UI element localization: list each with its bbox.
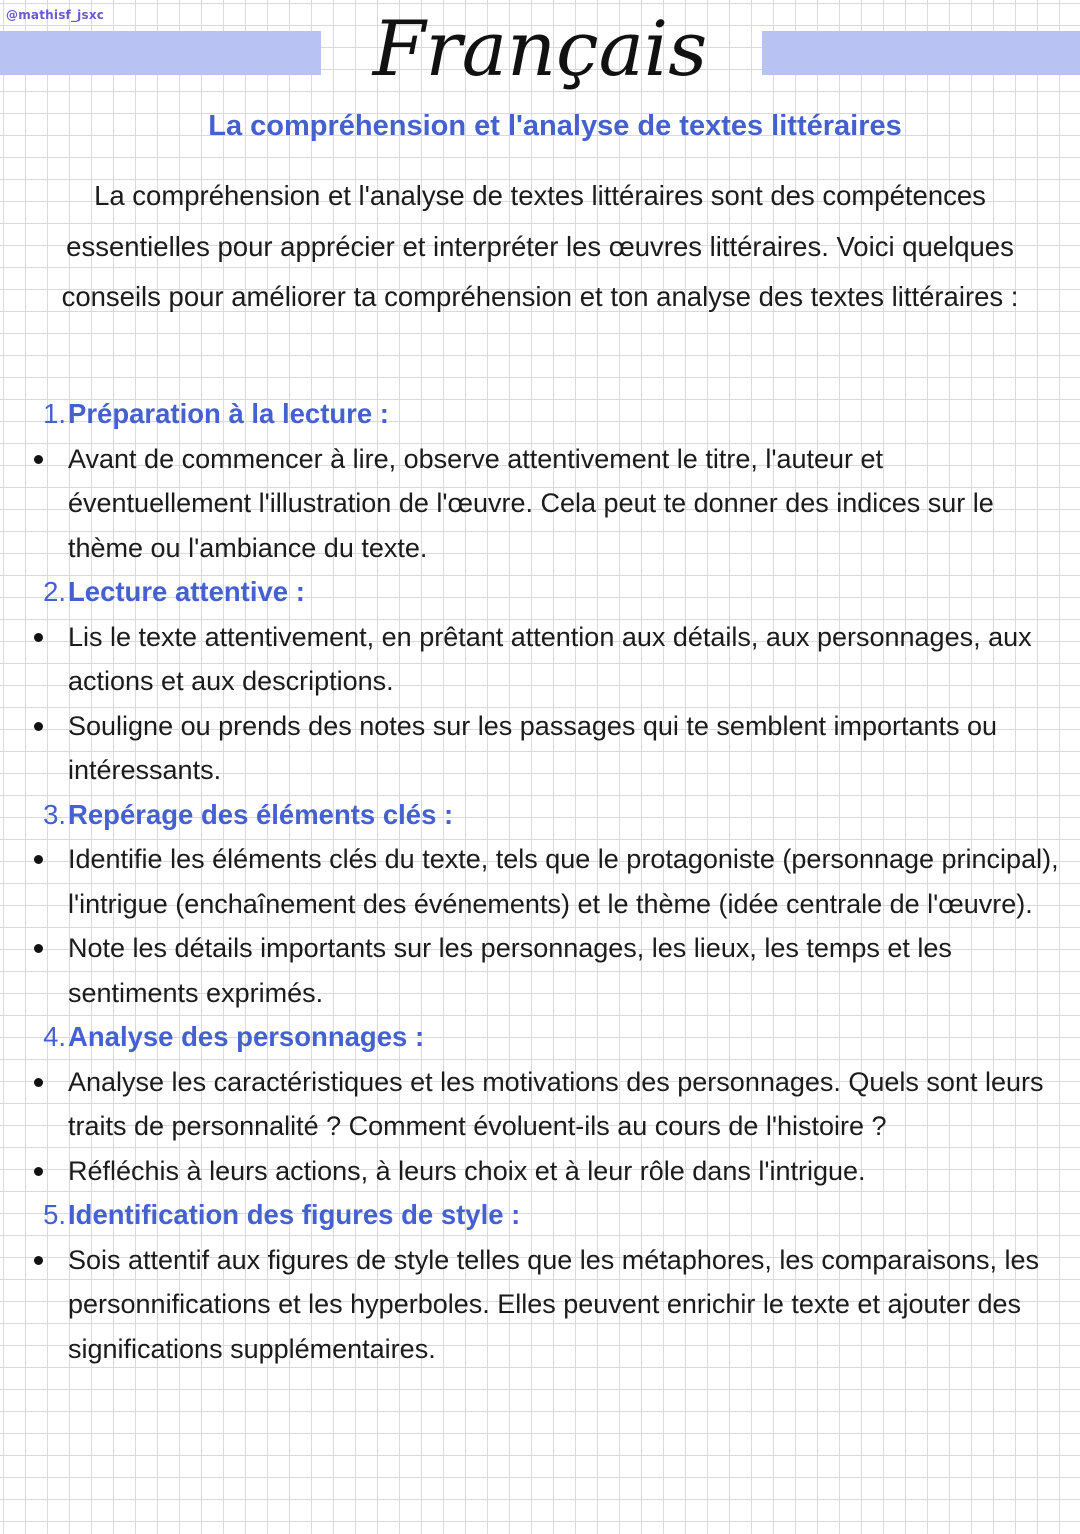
bullet-dot-icon [34, 722, 43, 731]
section-number: 3. [43, 798, 66, 830]
section-number: 1. [43, 398, 66, 429]
bullet-dot-icon [34, 1256, 43, 1265]
list-item [0, 1238, 1080, 1372]
section-title: Préparation à la lecture : [68, 398, 389, 429]
bullet-text: Identifie les éléments clés du texte, tels que le protagoniste (personnage principal), l'intrigue (enchaînement des événements) et le thème (idée centrale de l'œuvre). [68, 844, 1059, 919]
bullet-dot-icon [34, 1167, 43, 1176]
watermark-handle: @mathisf_jsxc [6, 8, 105, 22]
bullet-text: Lis le texte attentivement, en prêtant attention aux détails, aux personnages, aux actions et aux descriptions. [68, 621, 1032, 696]
section-number: 5. [43, 1199, 66, 1230]
section-title: Repérage des éléments clés : [68, 798, 454, 830]
section-number: 4. [43, 1021, 66, 1052]
bullet-dot-icon [34, 1078, 43, 1087]
bullet-text: Sois attentif aux figures de style telles que les métaphores, les comparaisons, les personnifications et les hyperboles. Elles peuvent enrichir le texte et ajouter des significations supplémentaires. [68, 1244, 1039, 1364]
list-item [0, 704, 1080, 793]
section-title: Identification des figures de style : [68, 1199, 521, 1230]
bullet-dot-icon [34, 944, 43, 953]
list-item [0, 926, 1080, 1015]
bullet-text: Analyse les caractéristiques et les motivations des personnages. Quels sont leurs traits de personnalité ? Comment évoluent-ils au cours de l'histoire ? [68, 1066, 1044, 1141]
bullet-text: Souligne ou prends des notes sur les passages qui te semblent importants ou intéressants. [68, 710, 998, 785]
intro-paragraph: La compréhension et l'analyse de textes littéraires sont des compétences essentielles pour apprécier et interpréter les œuvres littéraires. Voici quelques conseils pour améliorer ta compréhension et ton analyse des textes littéraires : [61, 180, 1019, 312]
page-title: Français [372, 4, 708, 93]
page-subtitle: La compréhension et l'analyse de textes littéraires [208, 110, 902, 142]
section-heading-4 [0, 1015, 1080, 1060]
section-heading-3 [0, 793, 1080, 838]
section-heading-2 [0, 570, 1080, 615]
list-item [0, 615, 1080, 704]
section-heading-1 [0, 392, 1080, 437]
list-item [0, 1060, 1080, 1149]
list-item [0, 837, 1080, 926]
bullet-dot-icon [34, 633, 43, 642]
sections-list [0, 392, 1080, 1371]
bullet-text: Avant de commencer à lire, observe attentivement le titre, l'auteur et éventuellement l'illustration de l'œuvre. Cela peut te donner des indices sur le thème ou l'ambiance du texte. [68, 443, 994, 563]
bullet-dot-icon [34, 855, 43, 864]
section-title: Analyse des personnages : [68, 1021, 425, 1052]
section-number: 2. [43, 576, 66, 607]
list-item [0, 437, 1080, 571]
bullet-text: Note les détails importants sur les personnages, les lieux, les temps et les sentiments exprimés. [68, 933, 952, 1008]
list-item [0, 1149, 1080, 1194]
bullet-text: Réfléchis à leurs actions, à leurs choix et à leur rôle dans l'intrigue. [68, 1155, 866, 1186]
section-title: Lecture attentive : [68, 576, 305, 607]
bullet-dot-icon [34, 455, 43, 464]
section-heading-5 [0, 1193, 1080, 1238]
